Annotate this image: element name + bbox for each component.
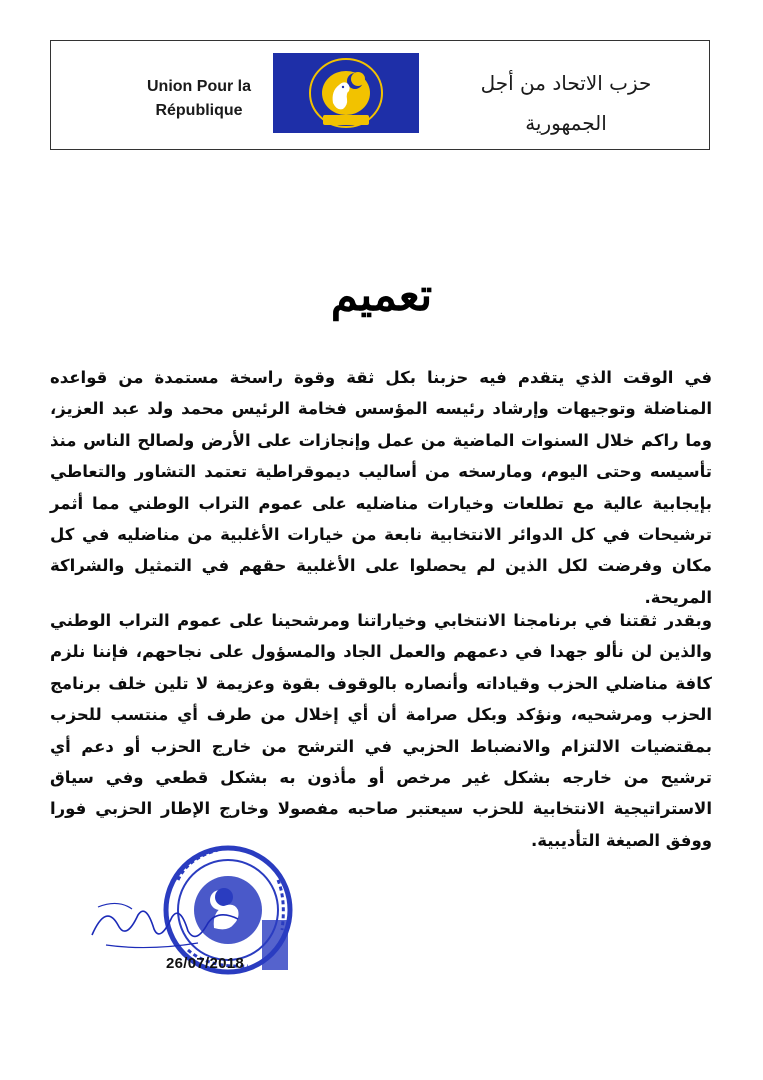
party-logo-icon — [273, 53, 419, 133]
party-logo — [273, 53, 419, 133]
org-name-french: Union Pour la République — [147, 78, 251, 119]
signature-icon — [88, 895, 248, 955]
document-date: 26/07/2018 — [165, 955, 245, 972]
body-paragraph-1: في الوقت الذي يتقدم فيه حزبنا بكل ثقة وقوة راسخة مستمدة من قواعده المناضلة وتوجيهات وإرشاد رئيسه المؤسس فخامة الرئيس محمد ولد عبد العزيز، وما راكم خلال السنوات الماضية من عمل وإنجازات على الأرض ولصالح الناس منذ تأسيسه وحتى اليوم، ومارسخه من أساليب ديموقراطية تعتمد التشاور والتعاطي بإيجابية عالية مع تطلعات وخيارات مناضليه على عموم التراب الوطني مما أثمر ترشيحات في كل الدوائر الانتخابية نابعة من خيارات الأغلبية من مناضليه في كل مكان وفرضت لكل الذين لم يحصلوا على الأغلبية حقهم في التمثيل والشراكة المريحة. — [50, 368, 712, 607]
org-name-arabic: حزب الاتحاد من أجل الجمهورية — [480, 71, 652, 135]
body-paragraph-2: وبقدر ثقتنا في برنامجنا الانتخابي وخياراتنا ومرشحينا على عموم التراب الوطني والذين لن نألو جهدا في دعمهم والعمل الجاد والمسؤول على نجاحهم، فإننا نلزم كافة مناضلي الحزب وقياداته وأنصاره بالوقوف بقوة وعزيمة لا تلين خلف برنامج الحزب ومرشحيه، ونؤكد وبكل صرامة أن أي إخلال من طرف أي منتسب للحزب بمقتضيات الالتزام والانضباط الحزبي في الترشح من خارج الحزب أو دعم أي ترشيح من خارجه بشكل غير مرخص أو مأذون به بشكل قطعي وفي سياق الاستراتيجية الانتخابية للحزب سيعتبر صاحبه مفصولا وخارج الإطار الحزبي فورا ووفق الصيغة التأديبية. — [50, 611, 712, 850]
document-title: تعميم — [330, 270, 433, 321]
letterhead — [50, 40, 710, 150]
